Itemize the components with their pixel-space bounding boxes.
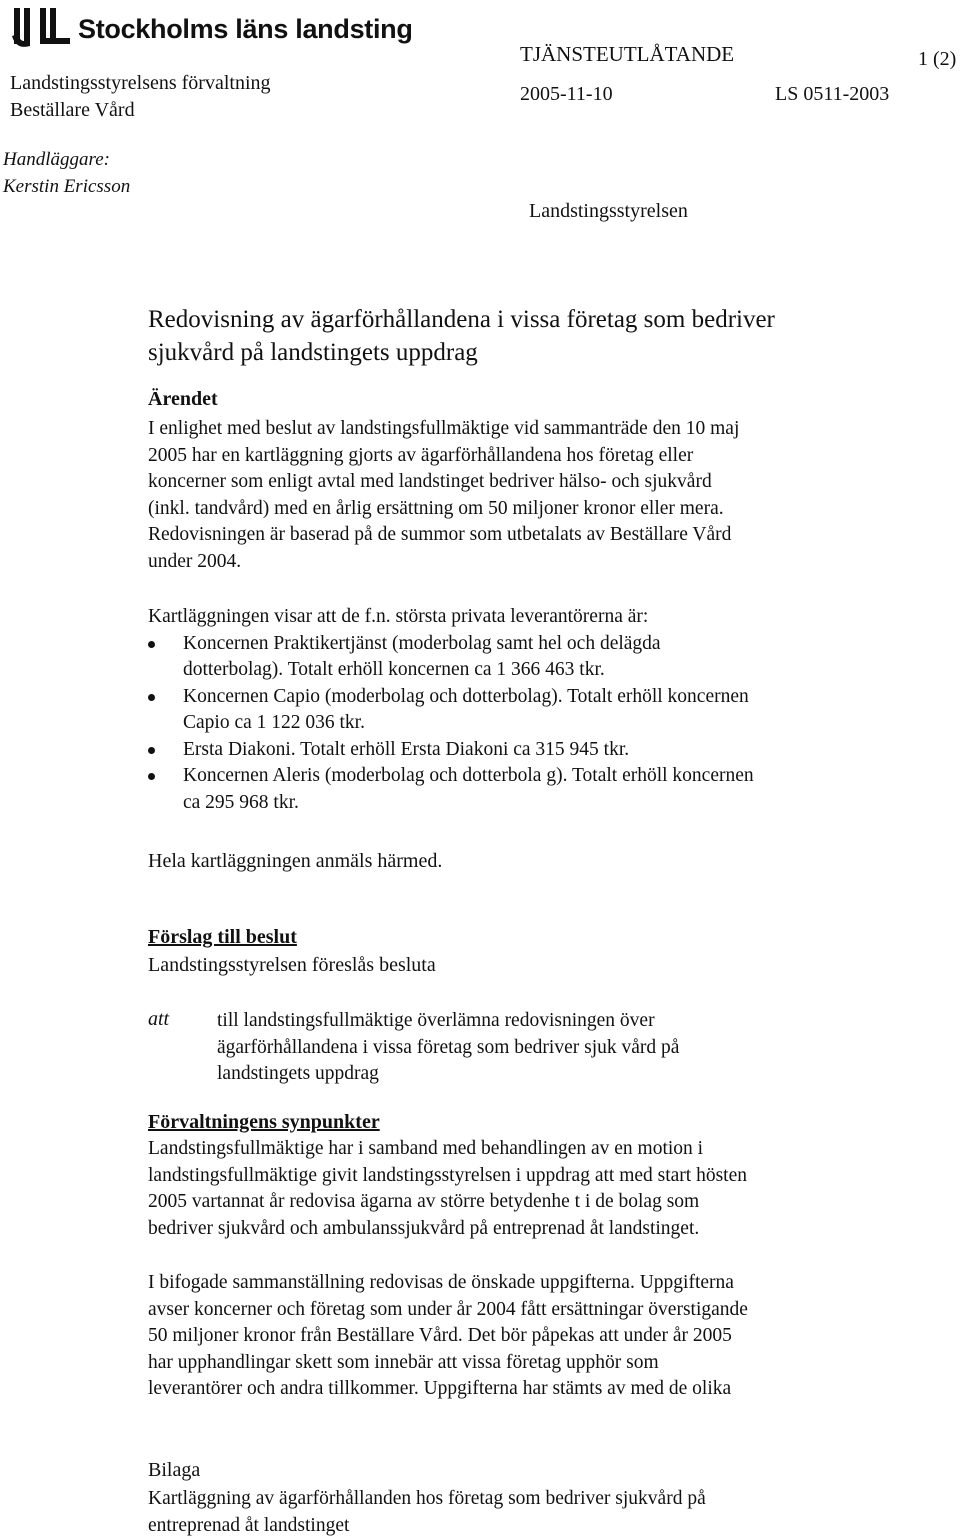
clause-line: till landstingsfullmäktige överlämna redovisningen över [217, 1010, 655, 1031]
list-item-line: Capio ca 1 122 036 tkr. [183, 712, 365, 733]
paragraph-line: bedriver sjukvård och ambulanssjukvård på entreprenad åt landstinget. [148, 1217, 700, 1239]
paragraph-line: 50 miljoner kronor från Beställare Vård. Det bör påpekas att under år 2005 [148, 1325, 732, 1346]
list-item-line: Koncernen Praktikertjänst (moderbolag samt hel och delägda [183, 632, 661, 654]
paragraph-line: har upphandlingar skett som innebär att vissa företag upphör som [148, 1351, 659, 1373]
paragraph-line: under 2004. [148, 550, 242, 572]
paragraph-line: 2005 har en kartläggning gjorts av ägarförhållandena hos företag eller [148, 444, 694, 466]
paragraph-line: (inkl. tandvård) med en årlig ersättning om 50 miljoner kronor eller mera. [148, 497, 724, 519]
sll-emblem-icon [10, 6, 72, 52]
list-item-line: Ersta Diakoni. Totalt erhöll Ersta Diakoni ca 315 945 tkr. [183, 738, 630, 760]
list-item-line: Koncernen Aleris (moderbolag och dotterbola g). Totalt erhöll koncernen [183, 765, 754, 786]
paragraph-line: avser koncerner och företag som under år 2004 fått ersättningar överstigande [148, 1298, 748, 1320]
list-item [148, 737, 754, 764]
paragraph-line: landstingsfullmäktige givit landstingsstyrelsen i uppdrag att med start hösten [148, 1164, 747, 1186]
clause-line: landstingets uppdrag [217, 1063, 379, 1084]
forvaltning-paragraph [148, 1136, 747, 1242]
recipient: Landstingsstyrelsen [529, 200, 688, 222]
att-label: att [148, 1008, 170, 1030]
list-item [148, 631, 754, 684]
closing-statement: Hela kartläggningen anmäls härmed. [148, 850, 443, 872]
arendet-paragraph [148, 416, 739, 575]
sll-logo [10, 6, 413, 52]
bifogade-paragraph [148, 1270, 748, 1403]
document-date: 2005-11-10 [520, 83, 613, 105]
document-type: TJÄNSTEUTLÅTANDE [520, 42, 735, 66]
section-heading-forvaltning: Förvaltningens synpunkter [148, 1111, 380, 1133]
list-item-line: Koncernen Capio (moderbolag och dotterbolag). Totalt erhöll koncernen [183, 685, 749, 707]
org-line: Beställare Vård [10, 99, 135, 121]
organization-name [10, 70, 271, 124]
paragraph-line: I bifogade sammanställning redovisas de önskade uppgifterna. Uppgifterna [148, 1272, 734, 1293]
section-heading-forslag: Förslag till beslut [148, 926, 297, 948]
list-item-line: ca 295 968 tkr. [183, 791, 299, 813]
attachment-description [148, 1486, 706, 1539]
paragraph-line: koncerner som enligt avtal med landstinget bedriver hälso- och sjukvård [148, 471, 712, 492]
paragraph-line: I enlighet med beslut av landstingsfullmäktige vid sammanträde den 10 maj [148, 418, 740, 439]
document-reference: LS 0511-2003 [775, 83, 890, 105]
clause-line: ägarförhållandena i vissa företag som bedriver sjuk vård på [217, 1036, 680, 1058]
title-line: sjukvård på landstingets uppdrag [148, 339, 478, 366]
paragraph-line: leverantörer och andra tillkommer. Uppgifterna har stämts av med de olika [148, 1378, 732, 1399]
attachment-line: Kartläggning av ägarförhållanden hos företag som bedriver sjukvård på [148, 1488, 706, 1509]
list-item [148, 763, 754, 816]
handler-name: Kerstin Ericsson [3, 176, 131, 197]
paragraph-line: Landstingsfullmäktige har i samband med behandlingen av en motion i [148, 1138, 704, 1159]
forslag-intro: Landstingsstyrelsen föreslås besluta [148, 954, 436, 976]
list-item [148, 684, 754, 737]
attachment-label: Bilaga [148, 1459, 201, 1481]
att-clause [217, 1008, 679, 1088]
section-heading-arendet: Ärendet [148, 388, 218, 410]
list-item-line: dotterbolag). Totalt erhöll koncernen ca 1 366 463 tkr. [183, 659, 605, 680]
paragraph-line: Redovisningen är baserad på de summor som utbetalats av Beställare Vård [148, 524, 732, 545]
list-intro: Kartläggningen visar att de f.n. största privata leverantörerna är: [148, 606, 649, 627]
page-number: 1 (2) [918, 48, 957, 70]
attachment-line: entreprenad åt landstinget [148, 1514, 350, 1536]
supplier-list [148, 604, 754, 816]
title-line: Redovisning av ägarförhållandena i vissa företag som bedriver [148, 306, 775, 333]
handler-block [3, 146, 130, 200]
page-title [148, 303, 775, 369]
logo-text: Stockholms läns landsting [78, 13, 413, 44]
handler-label: Handläggare: [3, 149, 110, 170]
org-line: Landstingsstyrelsens förvaltning [10, 72, 271, 94]
paragraph-line: 2005 vartannat år redovisa ägarna av större betydenhe t i de bolag som [148, 1191, 700, 1212]
